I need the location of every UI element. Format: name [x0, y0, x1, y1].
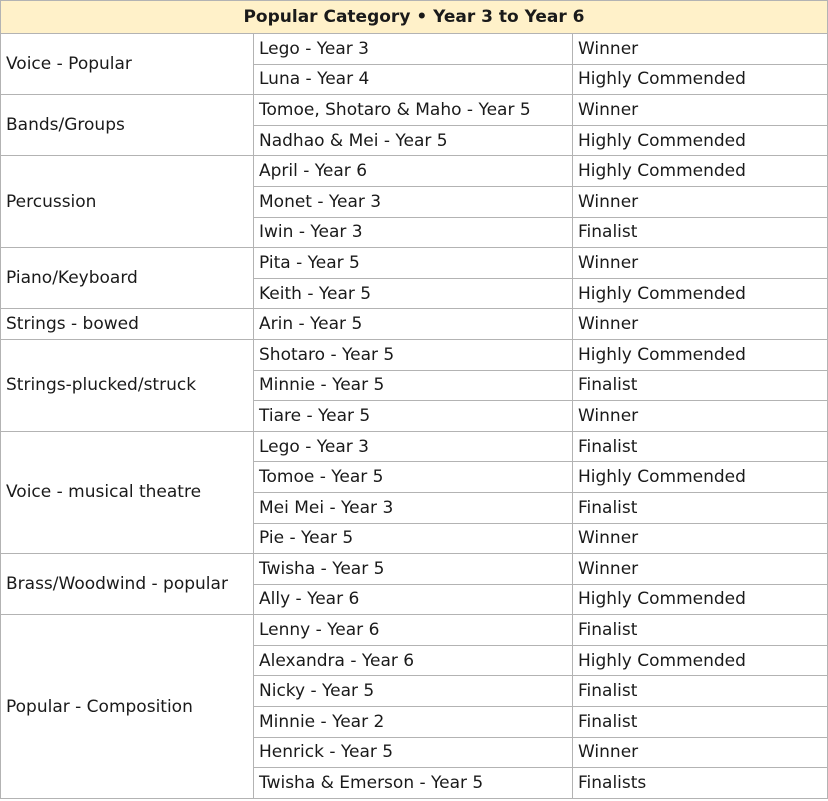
table-row	[1, 554, 828, 585]
entrant-cell: Lenny - Year 6	[254, 615, 573, 646]
category-cell: Voice - musical theatre	[1, 431, 254, 553]
award-cell: Highly Commended	[573, 645, 828, 676]
award-cell: Highly Commended	[573, 339, 828, 370]
entrant-cell: Mei Mei - Year 3	[254, 492, 573, 523]
award-cell: Finalist	[573, 676, 828, 707]
entrant-cell: Pie - Year 5	[254, 523, 573, 554]
category-cell: Bands/Groups	[1, 95, 254, 156]
table-title: Popular Category • Year 3 to Year 6	[1, 1, 828, 34]
award-cell: Finalist	[573, 492, 828, 523]
award-cell: Winner	[573, 309, 828, 340]
award-cell: Finalist	[573, 370, 828, 401]
entrant-cell: Luna - Year 4	[254, 64, 573, 95]
table-row	[1, 431, 828, 462]
award-cell: Winner	[573, 401, 828, 432]
entrant-cell: Monet - Year 3	[254, 186, 573, 217]
entrant-cell: Twisha & Emerson - Year 5	[254, 768, 573, 799]
entrant-cell: Tomoe, Shotaro & Maho - Year 5	[254, 95, 573, 126]
entrant-cell: Tomoe - Year 5	[254, 462, 573, 493]
award-cell: Highly Commended	[573, 584, 828, 615]
award-cell: Winner	[573, 554, 828, 585]
table-row	[1, 309, 828, 340]
entrant-cell: Nicky - Year 5	[254, 676, 573, 707]
table-row	[1, 339, 828, 370]
category-cell: Percussion	[1, 156, 254, 248]
award-cell: Finalist	[573, 707, 828, 738]
header-row	[1, 1, 828, 34]
entrant-cell: Minnie - Year 2	[254, 707, 573, 738]
entrant-cell: Henrick - Year 5	[254, 737, 573, 768]
award-cell: Winner	[573, 95, 828, 126]
entrant-cell: Nadhao & Mei - Year 5	[254, 125, 573, 156]
table-row	[1, 615, 828, 646]
entrant-cell: Ally - Year 6	[254, 584, 573, 615]
table-row	[1, 95, 828, 126]
entrant-cell: Minnie - Year 5	[254, 370, 573, 401]
award-cell: Winner	[573, 248, 828, 279]
table-row	[1, 34, 828, 65]
entrant-cell: Twisha - Year 5	[254, 554, 573, 585]
table-row	[1, 248, 828, 279]
entrant-cell: Alexandra - Year 6	[254, 645, 573, 676]
entrant-cell: Pita - Year 5	[254, 248, 573, 279]
category-cell: Piano/Keyboard	[1, 248, 254, 309]
entrant-cell: Keith - Year 5	[254, 278, 573, 309]
award-cell: Highly Commended	[573, 125, 828, 156]
entrant-cell: Iwin - Year 3	[254, 217, 573, 248]
award-cell: Finalist	[573, 217, 828, 248]
award-cell: Highly Commended	[573, 64, 828, 95]
award-cell: Winner	[573, 737, 828, 768]
table-row	[1, 156, 828, 187]
award-cell: Finalist	[573, 431, 828, 462]
category-cell: Strings - bowed	[1, 309, 254, 340]
entrant-cell: Shotaro - Year 5	[254, 339, 573, 370]
award-cell: Finalists	[573, 768, 828, 799]
award-cell: Highly Commended	[573, 278, 828, 309]
award-cell: Finalist	[573, 615, 828, 646]
category-cell: Strings-plucked/struck	[1, 339, 254, 431]
entrant-cell: Lego - Year 3	[254, 34, 573, 65]
award-cell: Highly Commended	[573, 156, 828, 187]
award-cell: Winner	[573, 34, 828, 65]
award-cell: Winner	[573, 523, 828, 554]
entrant-cell: Lego - Year 3	[254, 431, 573, 462]
entrant-cell: Tiare - Year 5	[254, 401, 573, 432]
entrant-cell: Arin - Year 5	[254, 309, 573, 340]
award-cell: Winner	[573, 186, 828, 217]
award-cell: Highly Commended	[573, 462, 828, 493]
category-cell: Brass/Woodwind - popular	[1, 554, 254, 615]
entrant-cell: April - Year 6	[254, 156, 573, 187]
category-cell: Voice - Popular	[1, 34, 254, 95]
category-cell: Popular - Composition	[1, 615, 254, 799]
results-body	[1, 34, 828, 799]
